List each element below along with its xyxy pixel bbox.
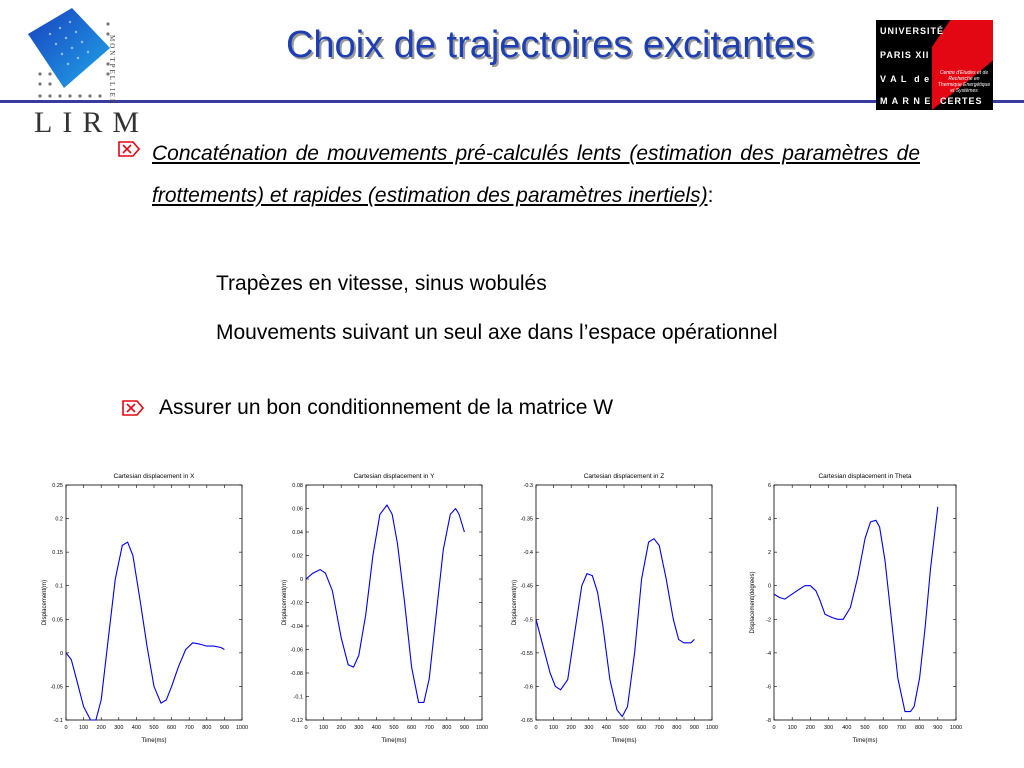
x-tick-label: 700 [896,725,906,731]
x-tick-label: 500 [860,725,870,731]
y-tick-label: 0 [767,583,771,590]
x-tick-label: 0 [304,725,308,731]
x-tick-label: 400 [842,725,852,731]
x-tick-label: 0 [64,725,68,731]
x-tick-label: 800 [442,725,452,731]
subitem-2: Mouvements suivant un seul axe dans l’espace opérationnel [216,321,778,344]
x-tick-label: 300 [824,725,834,731]
y-tick-label: 0.25 [52,483,63,489]
x-tick-label: 1000 [949,725,963,731]
y-tick-label: -0.55 [520,650,533,657]
x-tick-label: 400 [131,725,141,731]
chart-title: Cartesian displacement in Z [583,473,665,480]
y-tick-label: -0.3 [523,483,533,489]
plot-frame [536,485,712,720]
y-tick-label: -2 [766,617,771,624]
x-tick-label: 600 [167,725,177,731]
x-tick-label: 400 [601,725,611,731]
x-tick-label: 1000 [475,725,489,731]
y-tick-label: 4 [767,516,771,523]
y-tick-label: -0.12 [290,718,303,724]
y-tick-label: -6 [766,684,771,691]
x-tick-label: 200 [566,725,576,731]
y-tick-label: -0.35 [520,516,533,523]
bullet-2-text: Assurer un bon conditionnement de la matrice W [159,396,614,419]
y-tick-label: -0.08 [290,671,303,677]
y-tick-label: -0.06 [290,647,303,654]
x-tick-label: 900 [933,725,943,731]
x-tick-label: 100 [787,725,797,731]
y-tick-label: -0.05 [50,684,63,691]
univ-logo-caption: Centre d'Etudes et de Recherche en Thermique Energétique et Systèmes [937,70,991,94]
univ-logo-line-3: V A L d e [880,74,931,84]
x-tick-label: 500 [619,725,629,731]
y-tick-label: 0.1 [55,583,63,590]
y-axis-label: Displacement(m) [512,579,518,626]
y-tick-label: -0.02 [290,600,303,607]
x-tick-label: 900 [689,725,699,731]
x-tick-label: 0 [772,725,776,731]
plot-frame [306,485,482,720]
x-axis-label: Time(ms) [852,738,878,744]
x-tick-label: 700 [654,725,664,731]
univ-logo-line-1: UNIVERSITÉ [880,26,945,36]
x-tick-label: 1000 [705,725,719,731]
y-tick-label: -0.65 [520,718,533,724]
x-tick-label: 200 [336,725,346,731]
x-tick-label: 800 [202,725,212,731]
slide-title: Choix de trajectoires excitantes [285,24,815,66]
y-tick-label: -0.1 [53,718,63,724]
x-tick-label: 700 [424,725,434,731]
lirm-logo-subtitle: MONTPELLIER [108,35,116,106]
subitem-1: Trapèzes en vitesse, sinus wobulés [216,272,547,295]
x-tick-label: 900 [459,725,469,731]
y-tick-label: -0.6 [523,684,533,691]
y-tick-label: -0.1 [293,694,303,701]
y-axis-label: Displacement(m) [42,579,48,626]
y-tick-label: 0.04 [292,530,303,536]
chart-displacement-x [38,465,256,755]
x-tick-label: 0 [534,725,538,731]
x-tick-label: 600 [637,725,647,731]
univ-logo-certes: CERTES [940,96,983,106]
x-axis-label: Time(ms) [381,738,407,744]
x-tick-label: 100 [549,725,559,731]
x-arrow-bullet-icon [118,141,140,157]
y-tick-label: -4 [766,650,771,657]
y-tick-label: 0.15 [52,550,63,557]
y-tick-label: 0.08 [292,483,303,489]
y-tick-label: -8 [766,718,771,724]
x-tick-label: 300 [584,725,594,731]
x-tick-label: 300 [354,725,364,731]
x-tick-label: 500 [149,725,159,731]
x-tick-label: 800 [672,725,682,731]
x-tick-label: 500 [389,725,399,731]
x-tick-label: 600 [407,725,417,731]
y-tick-label: 0.02 [292,553,303,560]
chart-title: Cartesian displacement in Y [353,473,435,480]
x-tick-label: 900 [219,725,229,731]
x-tick-label: 200 [805,725,815,731]
x-tick-label: 700 [184,725,194,731]
chart-title: Cartesian displacement in Theta [818,473,912,480]
chart-title: Cartesian displacement in X [113,473,195,480]
y-axis-label: Displacement(m) [282,579,288,626]
y-tick-label: 0 [299,577,303,583]
y-axis-label: Displacement(degrees) [750,571,756,634]
bullet-1-main: Concaténation de mouvements pré-calculés lents (estimation des paramètres de frottements) et rapides (estimation des paramètres inertiels) [152,142,920,207]
x-tick-label: 1000 [235,725,249,731]
y-tick-label: 0.05 [52,617,63,624]
plot-frame [774,485,956,720]
x-tick-label: 300 [114,725,124,731]
y-tick-label: 2 [767,550,771,557]
y-tick-label: -0.04 [290,624,303,630]
x-tick-label: 100 [319,725,329,731]
y-tick-label: 0 [59,650,63,657]
bullet-1-colon: : [707,184,714,207]
univ-paris-xii-logo [876,20,993,110]
univ-logo-line-2: PARIS XII [880,50,930,60]
x-arrow-bullet-icon [122,400,144,416]
x-tick-label: 800 [915,725,925,731]
chart-displacement-z [508,465,726,755]
x-tick-label: 400 [371,725,381,731]
bullet-1-text [152,133,920,217]
x-tick-label: 100 [79,725,89,731]
y-tick-label: -0.45 [520,583,533,590]
header-rule [0,100,1024,103]
y-tick-label: 0.2 [55,516,63,523]
chart-displacement-theta [748,465,970,755]
x-tick-label: 200 [96,725,106,731]
lirm-logo-text: LIRM [34,106,149,139]
x-axis-label: Time(ms) [141,738,167,744]
y-tick-label: 0.06 [292,506,303,513]
univ-logo-line-4: M A R N E [880,96,932,106]
x-tick-label: 600 [878,725,888,731]
y-tick-label: -0.5 [523,617,533,624]
x-axis-label: Time(ms) [611,738,637,744]
y-tick-label: 6 [767,483,771,489]
chart-displacement-y [278,465,496,755]
y-tick-label: -0.4 [523,550,533,557]
